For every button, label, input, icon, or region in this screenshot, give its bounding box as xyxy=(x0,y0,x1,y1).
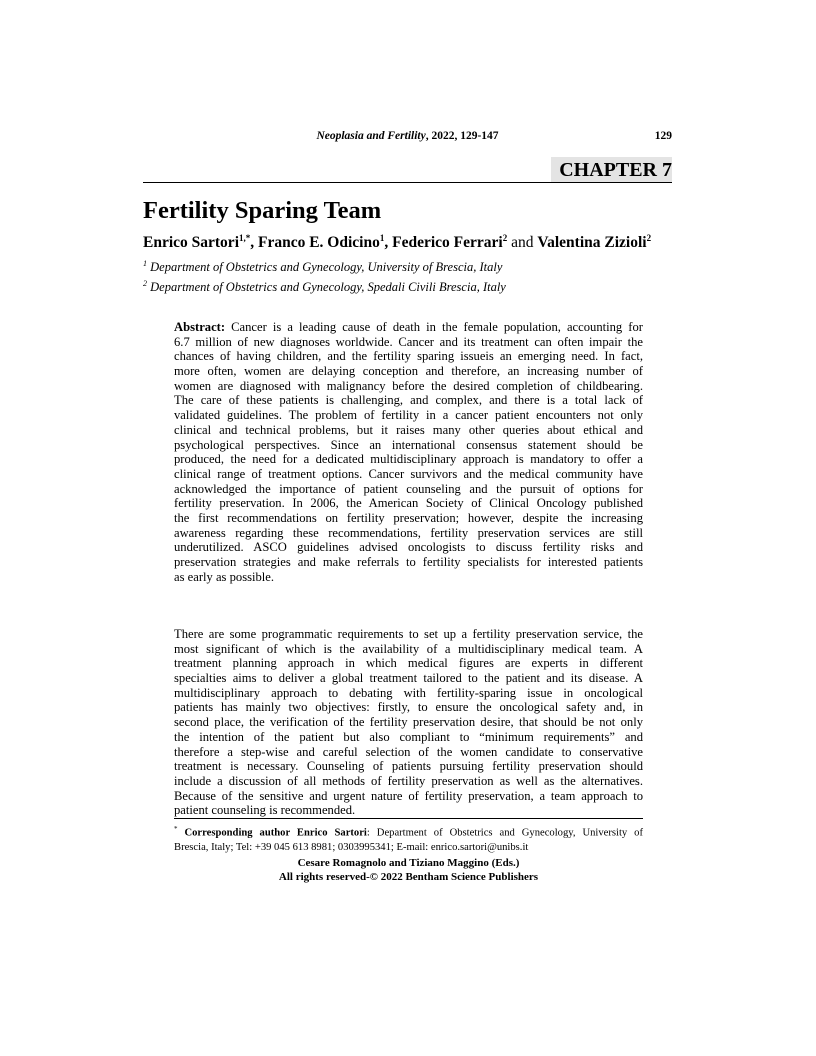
author-name: Franco E. Odicino xyxy=(258,234,380,252)
header-rule xyxy=(143,182,672,183)
author-name: Enrico Sartori xyxy=(143,234,239,252)
text-line: as early as possible. xyxy=(174,569,275,584)
text-line: patient counseling is recommended. xyxy=(174,803,356,818)
editors-copyright: Cesare Romagnolo and Tiziano Maggino (Eds.) All rights reserved-© 2022 Bentham Science Publishers xyxy=(278,857,539,883)
text-line: psychological perspectives. Since an international consensus statement should be xyxy=(174,437,643,452)
text-line: second place, the verification of the fertility preservation desire, that should be not only xyxy=(174,715,643,730)
text-line: multidisciplinary approach to debating with fertility-sparing issue in oncological xyxy=(174,685,643,700)
abstract-label: Abstract: xyxy=(174,320,226,334)
footnote: * Corresponding author Enrico Sartori: Department of Obstetrics and Gynecology, University of Brescia, Italy; Tel: +39 045 613 8981; 0303995341; E-mail: enrico.sartori@unibs.it xyxy=(174,825,643,853)
text-line: clinical and technical problems, but it raises many other queries about ethical and xyxy=(174,422,643,437)
text-line: treatment planning approach in which medical figures are experts in different xyxy=(174,656,643,671)
author-name: Federico Ferrari xyxy=(392,234,503,252)
author-name: Valentina Zizioli xyxy=(537,234,647,252)
text-line: chances of having children, and the fertility sparing issueis an emerging need. In fact, xyxy=(174,349,643,364)
page-number: 129 xyxy=(654,130,672,142)
abstract xyxy=(174,320,643,584)
text-line: patients has mainly two objectives: firstly, to ensure the oncological safety and, in xyxy=(174,700,643,715)
text-line: specialties aims to deliver a global treatment tailored to the patient and its disease. A xyxy=(174,671,643,686)
text-line: preservation strategies and make referrals to fertility specialists for interested patients xyxy=(174,555,643,569)
text-line: include a discussion of all methods of fertility preservation as well as the alternatives. xyxy=(174,773,643,788)
text-line: Abstract: Cancer is a leading cause of death in the female population, accounting for xyxy=(174,320,643,334)
text-line: Because of the sensitive and urgent nature of fertility preservation, a team approach to xyxy=(174,788,643,803)
journal-name: Neoplasia and Fertility xyxy=(316,130,426,142)
text-line: There are some programmatic requirements to set up a fertility preservation service, the xyxy=(174,627,643,641)
text-line: fertility preservation. In 2006, the American Society of Clinical Oncology published xyxy=(174,496,643,511)
text-line: women are diagnosed with malignancy before the desired completion of childbearing. xyxy=(174,378,643,393)
chapter-title: Fertility Sparing Team xyxy=(143,197,382,224)
journal-year-pages: , 2022, 129-147 xyxy=(425,130,499,142)
text-line: The care of these patients is challenging, and complex, and there is a total lack of xyxy=(174,393,643,408)
text-line: the intention of the patient but also compliant to “minimum requirements” and xyxy=(174,729,643,744)
author-list: Enrico Sartori$^{1,*}$, Franco E. Odicino$^1$, Federico Ferrari$^2$ and Valentina Zizioli$^2$ xyxy=(143,233,652,252)
text-line: most significant of which is the availability of a multidisciplinary medical team. A xyxy=(174,641,643,656)
text-line: treatment is necessary. Counseling of patients pursuing fertility preservation should xyxy=(174,759,643,774)
text-line: clinical range of treatment options. Cancer survivors and the medical community have xyxy=(174,466,643,481)
footnote-rule xyxy=(174,818,643,819)
text-line: 6.7 million of new diagnoses worldwide. Cancer and its treatment can often impair the xyxy=(174,334,643,349)
affiliation: $^1$ Department of Obstetrics and Gynecology, University of Brescia, Italy xyxy=(143,259,503,275)
text-line: more often, women are delaying conception and therefore, an increasing number of xyxy=(174,364,643,379)
text-line: produced, the need for a dedicated multidisciplinary approach is mandatory to offer a xyxy=(174,452,643,467)
chapter-label: CHAPTER 7 xyxy=(551,157,672,182)
affiliation: $^2$ Department of Obstetrics and Gynecology, Spedali Civili Brescia, Italy xyxy=(143,279,506,295)
text-line: awareness regarding these recommendations, fertility preservation services are still xyxy=(174,525,643,540)
text-line: validated guidelines. The problem of fertility in a cancer patient encounters not only xyxy=(174,408,643,423)
body-paragraph xyxy=(174,627,643,818)
text-line: the first recommendations on fertility preservation; however, despite the increasing xyxy=(174,510,643,525)
text-line: acknowledged the importance of patient counseling and the pursuit of options for xyxy=(174,481,643,496)
text-line: underutilized. ASCO guidelines advised oncologists to discuss fertility risks and xyxy=(174,540,643,555)
text-line: therefore a step-wise and careful selection of the women candidate to conservative xyxy=(174,744,643,759)
